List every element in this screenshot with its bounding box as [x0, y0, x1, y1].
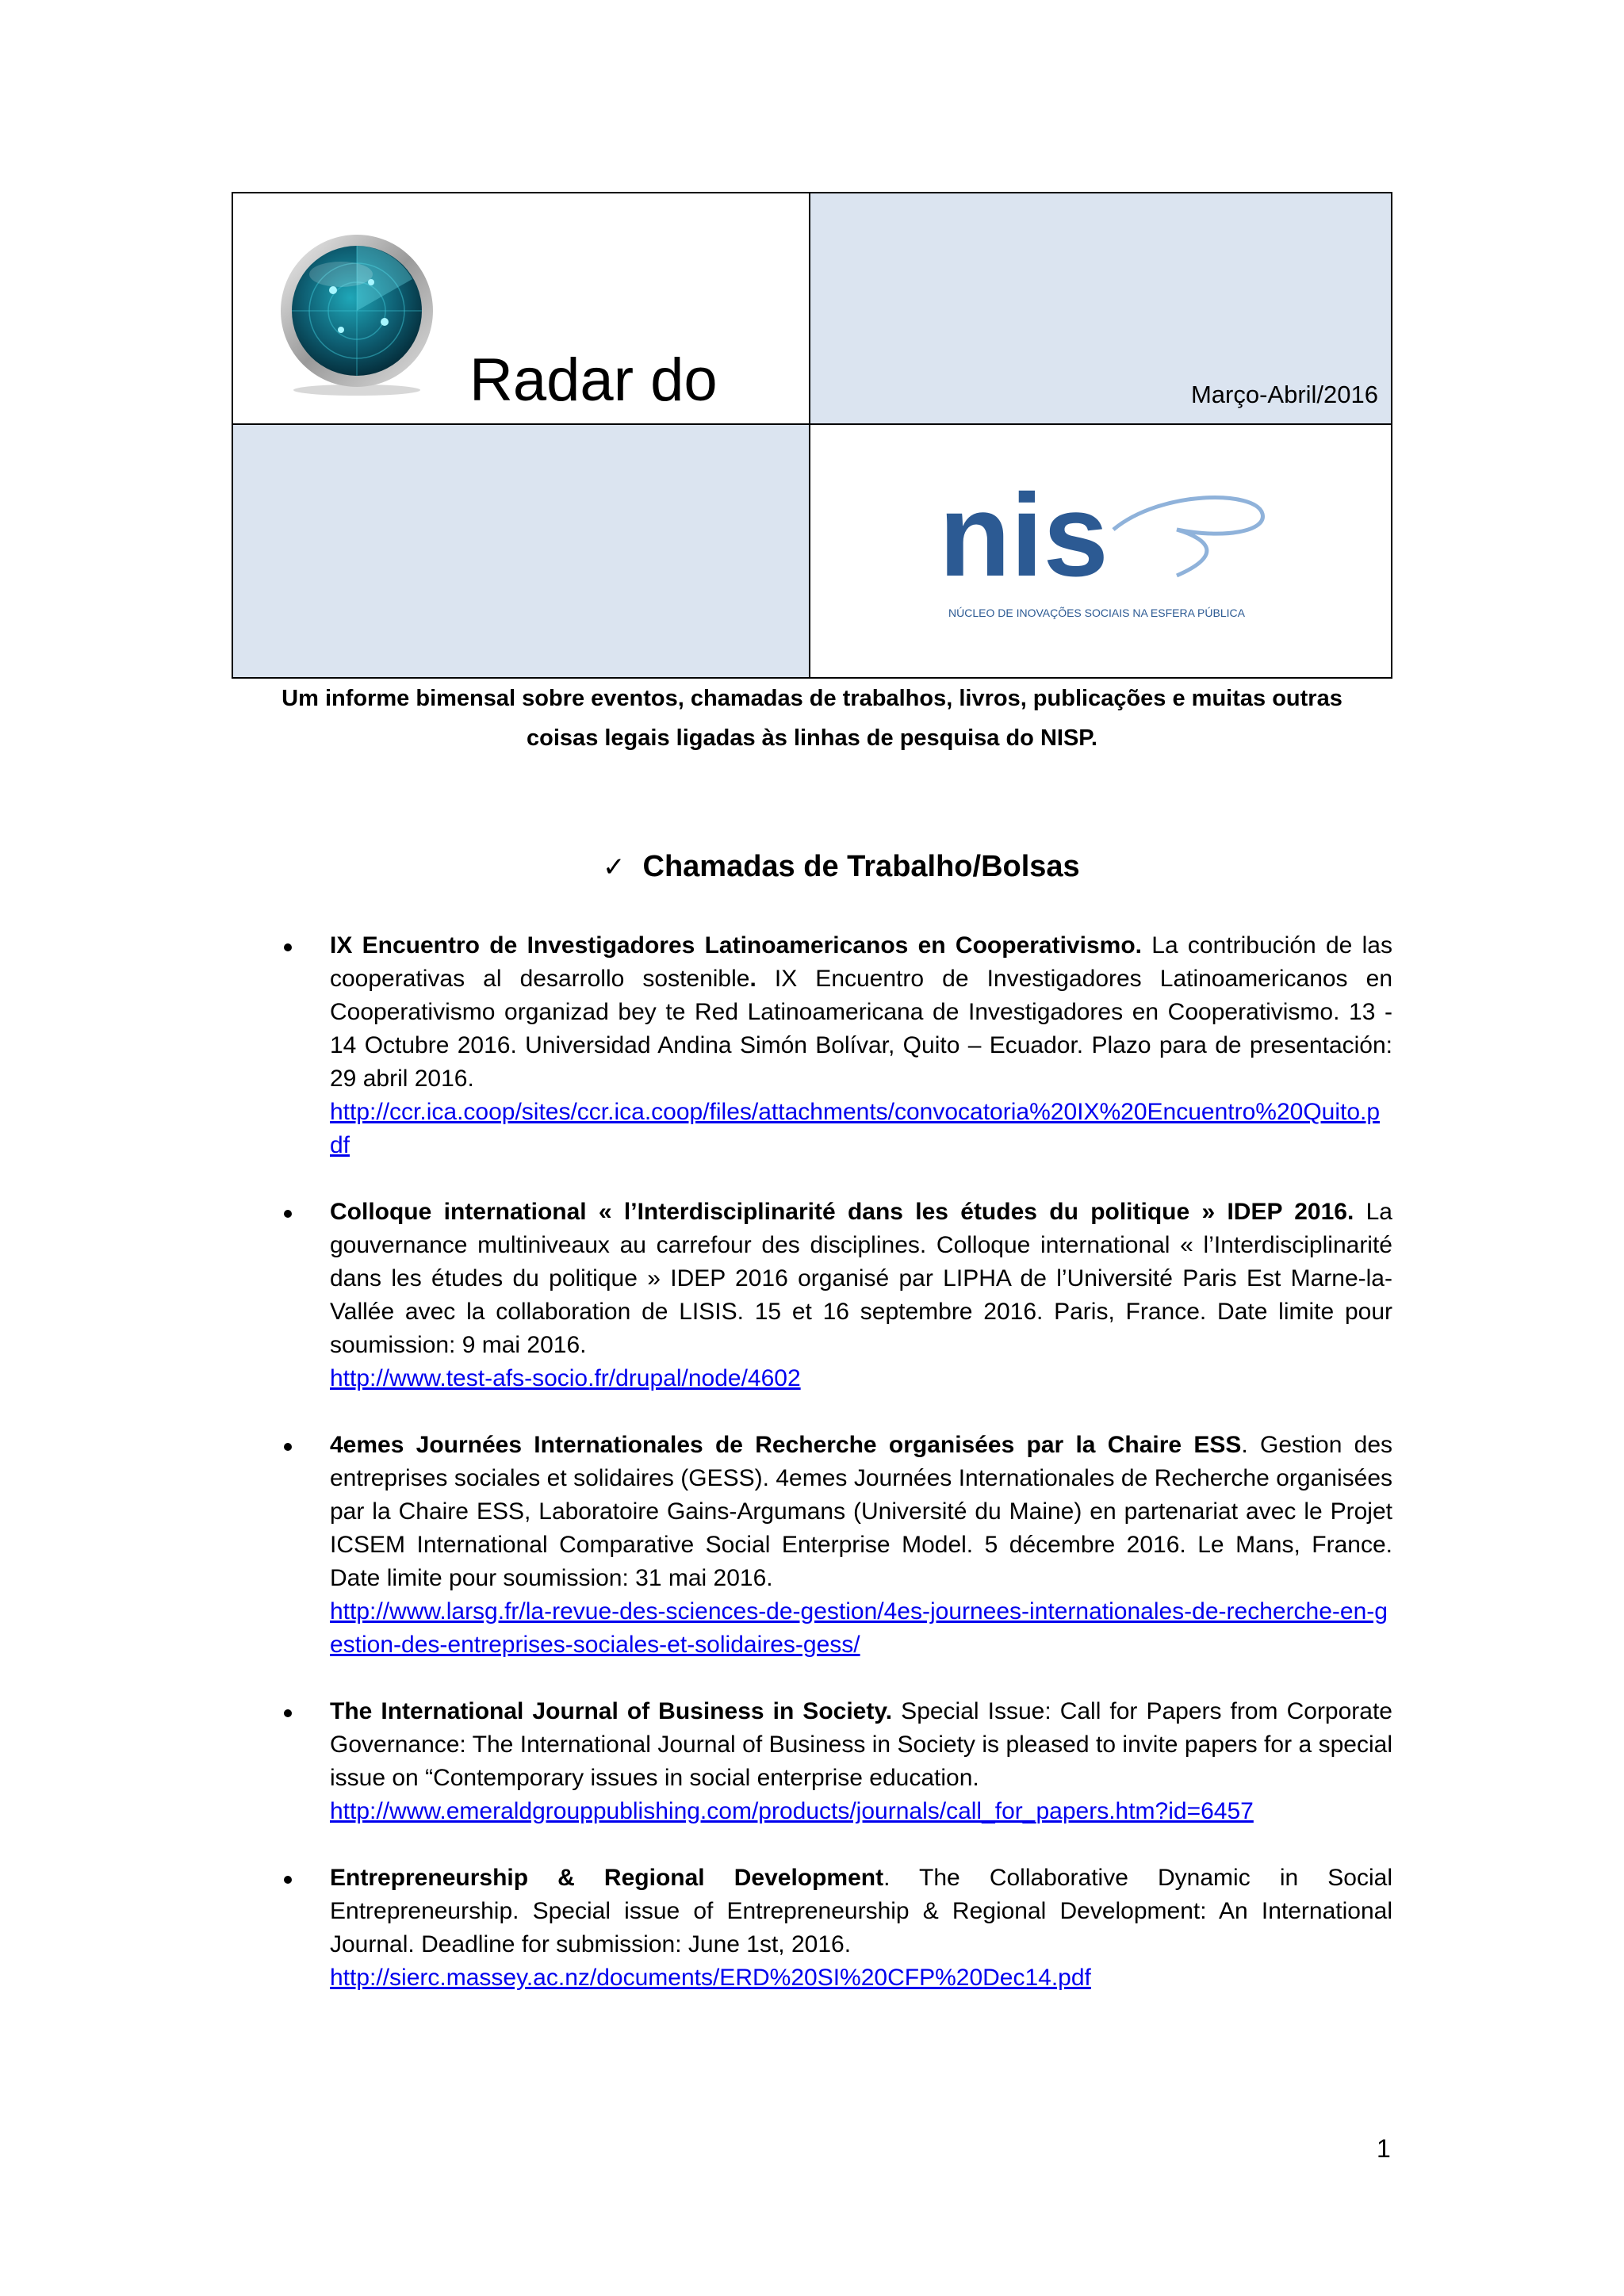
entry-text: Colloque international « l’Interdisciplinarité dans les études du politique » IDEP 2016. La gouvernance multiniveaux au carrefour des disciplines. Colloque international « l’Interdisciplinarité dans les études du politique » IDEP 2016 organisé par LIPHA de l’Université Paris Est Marne-la-Vallée avec la collaboration de LISIS. 15 et 16 septembre 2016. Paris, France. Date limite pour soumission: 9 mai 2016.	[330, 1199, 1392, 1358]
page-number: 1	[1377, 2134, 1391, 2163]
section-heading	[603, 850, 1080, 884]
entry-title: Entrepreneurship & Regional Development	[330, 1865, 884, 1891]
entry-title: 4emes Journées Internationales de Recherche organisées par la Chaire ESS	[330, 1432, 1242, 1458]
checkmark-icon: ✓	[603, 852, 626, 882]
list-item	[330, 1429, 1392, 1662]
entry-text: Entrepreneurship & Regional Development. The Collaborative Dynamic in Social Entrepreneurship. Special issue of Entrepreneurship & Regional Development: An International Journal. Deadline for submission: June 1st, 2016.	[330, 1865, 1392, 1957]
entry-title: The International Journal of Business in Society.	[330, 1698, 893, 1724]
entry-link[interactable]: http://www.emeraldgrouppublishing.com/products/journals/call_for_papers.htm?id=6457	[330, 1798, 1254, 1824]
issue-date: Março-Abril/2016	[1190, 381, 1378, 408]
section-title: Chamadas de Trabalho/Bolsas	[642, 850, 1080, 883]
header-logo-cell	[810, 425, 1391, 677]
bullet-icon	[284, 1876, 292, 1884]
nis-logo-text: nis	[939, 482, 1109, 601]
radar-icon	[278, 235, 436, 401]
bullet-icon	[284, 1709, 292, 1717]
entry-title: IX Encuentro de Investigadores Latinoamericanos en Cooperativismo.	[330, 932, 1142, 959]
list-item	[330, 929, 1392, 1162]
newsletter-title: Radar do	[469, 346, 718, 414]
entry-title: Colloque international « l’Interdisciplinarité dans les études du politique » IDEP 2016.	[330, 1199, 1354, 1225]
entry-link[interactable]: http://sierc.massey.ac.nz/documents/ERD%20SI%20CFP%20Dec14.pdf	[330, 1965, 1091, 1991]
nis-logo	[939, 482, 1272, 633]
header-empty-cell	[233, 425, 810, 677]
subtitle-line-1: Um informe bimensal sobre eventos, chamadas de trabalhos, livros, publicações e muitas outras	[282, 686, 1342, 711]
bullet-icon	[284, 943, 292, 951]
entry-link[interactable]: http://www.larsg.fr/la-revue-des-sciences-de-gestion/4es-journees-internationales-de-recherche-en-gestion-des-entreprises-sociales-et-solidaires-gess/	[330, 1598, 1388, 1658]
list-item	[330, 1196, 1392, 1395]
newsletter-subtitle	[232, 679, 1392, 758]
header-date-cell	[810, 193, 1391, 425]
bullet-icon	[284, 1210, 292, 1218]
bullet-icon	[284, 1443, 292, 1451]
header-table	[232, 192, 1392, 679]
list-item	[330, 1695, 1392, 1828]
entry-text: The International Journal of Business in Society. Special Issue: Call for Papers from Corporate Governance: The International Journal of Business in Society is pleased to invite papers for a special issue on “Contemporary issues in social enterprise education.	[330, 1698, 1392, 1791]
entry-link[interactable]: http://ccr.ica.coop/sites/ccr.ica.coop/files/attachments/convocatoria%20IX%20Encuentro%20Quito.pdf	[330, 1099, 1381, 1158]
header-title-cell	[233, 193, 810, 425]
nis-logo-caption: NÚCLEO DE INOVAÇÕES SOCIAIS NA ESFERA PÚBLICA	[948, 607, 1245, 619]
list-item	[330, 1862, 1392, 1995]
entry-text: IX Encuentro de Investigadores Latinoamericanos en Cooperativismo. La contribución de las cooperativas al desarrollo sostenible. IX Encuentro de Investigadores Latinoamericanos en Cooperativismo organizad bey te Red Latinoamericana de Investigadores en Cooperativismo. 13 - 14 Octubre 2016. Universidad Andina Simón Bolívar, Quito – Ecuador. Plazo para de presentación: 29 abril 2016.	[330, 932, 1392, 1092]
entry-text: 4emes Journées Internationales de Recherche organisées par la Chaire ESS. Gestion des entreprises sociales et solidaires (GESS). 4emes Journées Internationales de Recherche organisées par la Chaire ESS, Laboratoire Gains-Argumans (Université du Maine) en partenariat avec le Projet ICSEM International Comparative Social Enterprise Model. 5 décembre 2016. Le Mans, France. Date limite pour soumission: 31 mai 2016.	[330, 1432, 1393, 1591]
entry-link[interactable]: http://www.test-afs-socio.fr/drupal/node/4602	[330, 1365, 801, 1391]
entries-list	[330, 929, 1392, 2028]
subtitle-line-2: coisas legais ligadas às linhas de pesquisa do NISP.	[527, 725, 1097, 751]
